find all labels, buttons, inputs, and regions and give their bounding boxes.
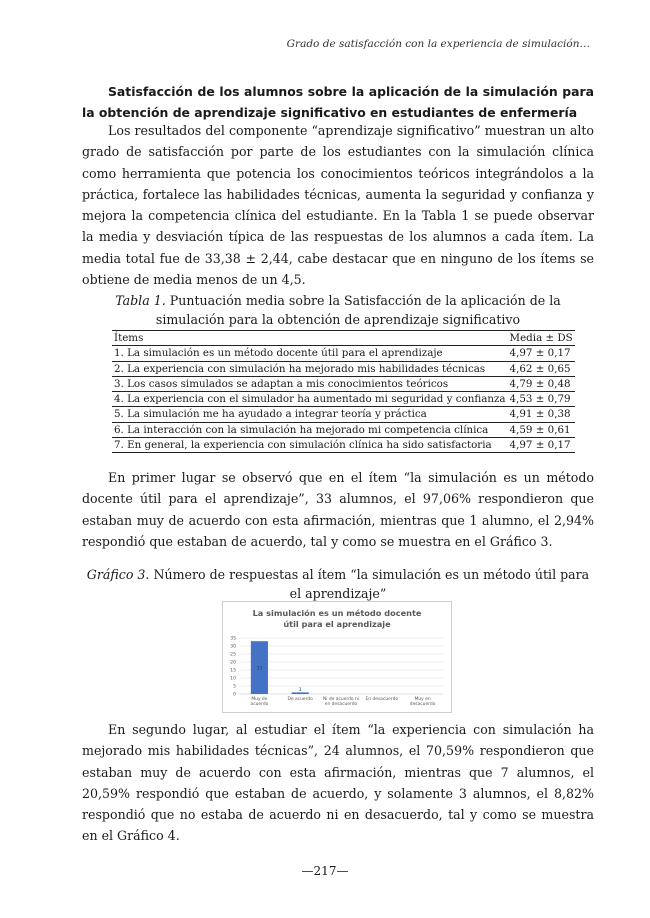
y-tick-label: 35	[230, 636, 236, 642]
table-cell-value: 4,91 ± 0,38	[508, 407, 575, 422]
y-tick-label: 0	[233, 692, 236, 698]
table-header-row	[112, 331, 575, 346]
running-head: Grado de satisfacción con la experiencia de simulación…	[286, 38, 590, 50]
x-category-label: De acuerdo	[287, 697, 313, 702]
chart-title-line: La simulación es un método docente	[252, 608, 422, 618]
table-cell-value: 4,79 ± 0,48	[508, 376, 575, 391]
table-cell-value: 4,97 ± 0,17	[508, 346, 575, 361]
table-caption-label: Tabla 1.	[115, 293, 166, 308]
y-tick-label: 10	[230, 676, 236, 682]
section-title: Satisfacción de los alumnos sobre la aplicación de la simulación para la obtención de aprendizaje significativo en estudiantes de enfermería	[82, 84, 594, 120]
paragraph-results: Los resultados del componente “aprendizaje significativo” muestran un alto grado de satisfacción por parte de los estudiantes con la simulación clínica como herramienta que potencia los conocimientos teóricos integrándolos a la práctica, fortalece las habilidades técnicas, aumenta la seguridad y confianza y mejora la competencia clínica del estudiante. En la Tabla 1 se puede observar la media y desviación típica de las respuestas de los alumnos a cada ítem. La media total fue de 33,38 ± 2,44, cabe destacar que en ninguno de los ítems se obtiene de media menos de un 4,5.	[82, 123, 594, 288]
table-cell-value: 4,53 ± 0,79	[508, 392, 575, 407]
table-row	[112, 407, 575, 422]
table-row	[112, 422, 575, 437]
table-row	[112, 376, 575, 391]
y-tick-label: 25	[230, 652, 236, 658]
table-cell-value: 4,97 ± 0,17	[508, 438, 575, 453]
x-category-label: En desacuerdo	[365, 697, 399, 702]
bar-chart	[223, 602, 451, 712]
satisfaction-table	[112, 330, 575, 453]
table-header-items: Ítems	[112, 331, 508, 346]
x-category-label: Ni de acuerdo ni en desacuerdo	[323, 697, 359, 708]
table-row	[112, 438, 575, 453]
y-tick-label: 20	[230, 660, 236, 666]
table-caption	[82, 291, 594, 329]
table-cell-item: 2. La experiencia con simulación ha mejorado mis habilidades técnicas	[112, 361, 508, 376]
y-tick-label: 30	[230, 644, 236, 650]
table-row	[112, 361, 575, 376]
table-row	[112, 346, 575, 361]
x-category-label: Muy de acuerdo	[250, 697, 269, 708]
paragraph-first-item: En primer lugar se observó que en el ítem “la simulación es un método docente útil para el aprendizaje”, 33 alumnos, el 97,06% respondieron que estaban muy de acuerdo con esta afirmación, mientras que 1 alumno, el 2,94% respondió que estaban de acuerdo, tal y como se muestra en el Gráfico 3.	[82, 470, 594, 549]
table-cell-item: 3. Los casos simulados se adaptan a mis conocimientos teóricos	[112, 376, 508, 391]
table-header-mean: Media ± DS	[509, 332, 573, 344]
table-cell-item: 7. En general, la experiencia con simulación clínica ha sido satisfactoria	[112, 438, 508, 453]
table-cell-item: 4. La experiencia con el simulador ha aumentado mi seguridad y confianza	[114, 393, 506, 406]
paragraph-second-item: En segundo lugar, al estudiar el ítem “la experiencia con simulación ha mejorado mis habilidades técnicas”, 24 alumnos, el 70,59% respondieron que estaban muy de acuerdo con esta afirmación, mientras que 7 alumnos, el 20,59% respondió que estaban de acuerdo, y solamente 3 alumnos, el 8,82% respondió que no estaba de acuerdo ni en desacuerdo, tal y como se muestra en el Gráfico 4.	[82, 722, 594, 844]
data-label: 33	[256, 666, 263, 672]
table-cell-item: 5. La simulación me ha ayudado a integrar teoría y práctica	[112, 407, 508, 422]
table-cell-value: 4,62 ± 0,65	[508, 361, 575, 376]
figure-caption-text: Número de respuestas al ítem “la simulación es un método útil para el aprendizaje”	[153, 567, 590, 601]
table-caption-text: Puntuación media sobre la Satisfacción de la aplicación de la simulación para la obtención de aprendizaje significativo	[155, 293, 561, 327]
y-tick-label: 5	[233, 684, 236, 690]
y-tick-label: 15	[230, 668, 236, 674]
chart-container	[222, 601, 452, 713]
figure-caption-label: Gráfico 3.	[86, 567, 150, 582]
data-label: 1	[298, 687, 302, 693]
table-cell-item: 6. La interacción con la simulación ha mejorado mi competencia clínica	[112, 422, 508, 437]
figure-caption	[82, 565, 594, 603]
table-cell-value: 4,59 ± 0,61	[508, 422, 575, 437]
page-number: —217—	[301, 864, 349, 878]
table-cell-item: 1. La simulación es un método docente útil para el aprendizaje	[112, 346, 508, 361]
x-category-label: Muy en desacuerdo	[409, 697, 436, 708]
table-row	[112, 392, 575, 407]
chart-title-line: útil para el aprendizaje	[283, 619, 391, 629]
